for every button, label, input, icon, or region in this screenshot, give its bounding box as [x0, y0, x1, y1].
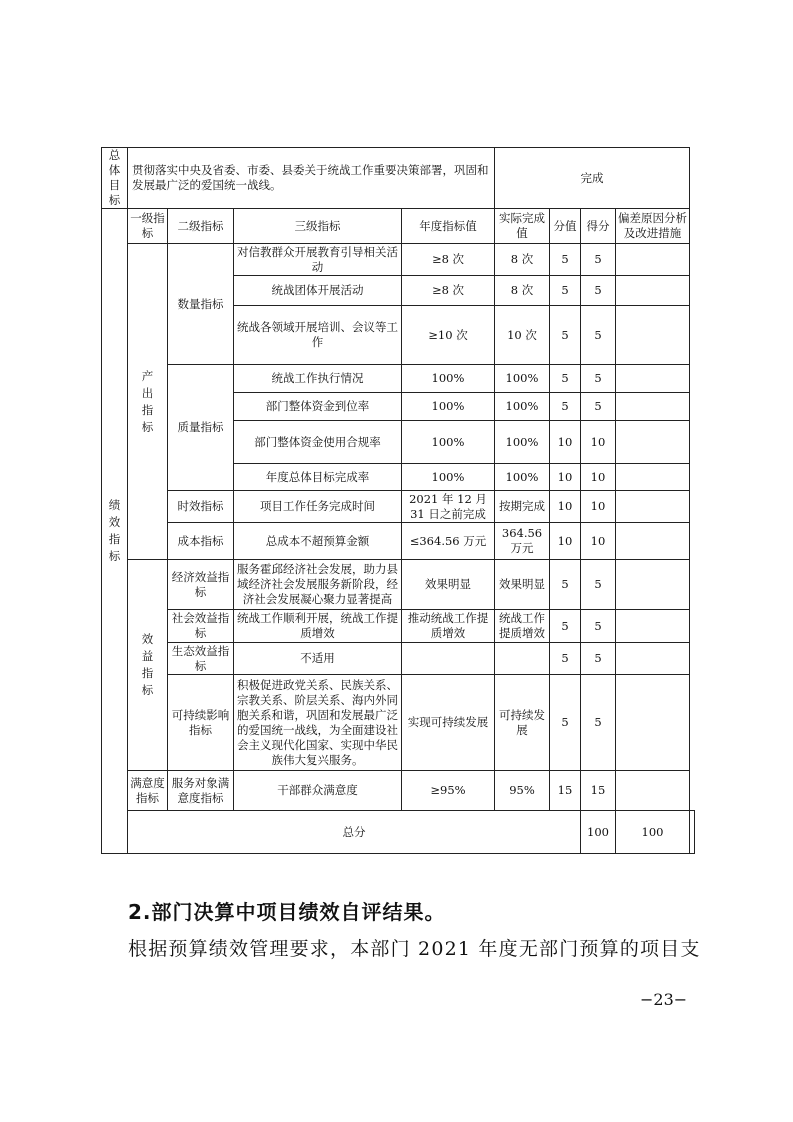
row-got: 5: [581, 244, 616, 276]
row-got: 5: [581, 560, 616, 610]
table-row: [102, 675, 695, 771]
service-subgroup: 服务对象满意度指标: [168, 771, 234, 811]
page-number: −23−: [640, 990, 688, 1009]
row-score: 5: [550, 365, 581, 393]
sustain-subgroup: 可持续影响指标: [168, 675, 234, 771]
eco-subgroup: 生态效益指标: [168, 643, 234, 675]
row-actual: 95%: [495, 771, 550, 811]
row-target: 100%: [402, 365, 495, 393]
row-actual: 效果明显: [495, 560, 550, 610]
header-level2: 二级指标: [168, 209, 234, 244]
row-reason: [616, 771, 690, 811]
header-score: 分值: [550, 209, 581, 244]
total-score: 100: [581, 811, 616, 854]
table-row: [102, 643, 695, 675]
row-reason: [616, 675, 690, 771]
row-name: 部门整体资金到位率: [234, 393, 402, 421]
row-reason: [616, 306, 690, 365]
row-name: 服务霍邱经济社会发展，助力县域经济社会发展服务新阶段，经济社会发展凝心聚力显著提高: [234, 560, 402, 610]
row-score: 10: [550, 464, 581, 491]
row-actual: 10 次: [495, 306, 550, 365]
timeliness-subgroup: 时效指标: [168, 491, 234, 523]
total-reason: [690, 811, 695, 854]
row-name: 统战各领域开展培训、会议等工作: [234, 306, 402, 365]
social-subgroup: 社会效益指标: [168, 610, 234, 643]
row-reason: [616, 523, 690, 560]
row-name: 统战团体开展活动: [234, 276, 402, 306]
row-name: 年度总体目标完成率: [234, 464, 402, 491]
row-got: 5: [581, 675, 616, 771]
row-reason: [616, 244, 690, 276]
perf-indicator-label: 绩效指标: [102, 209, 128, 854]
row-actual: 364.56 万元: [495, 523, 550, 560]
row-got: 10: [581, 421, 616, 464]
row-got: 5: [581, 393, 616, 421]
row-actual: 100%: [495, 464, 550, 491]
header-got: 得分: [581, 209, 616, 244]
row-name: 部门整体资金使用合规率: [234, 421, 402, 464]
row-actual: 100%: [495, 421, 550, 464]
row-name: 项目工作任务完成时间: [234, 491, 402, 523]
row-score: 5: [550, 643, 581, 675]
header-level1: 一级指标: [128, 209, 168, 244]
row-got: 10: [581, 464, 616, 491]
row-score: 10: [550, 523, 581, 560]
row-actual: 可持续发展: [495, 675, 550, 771]
quantity-subgroup: 数量指标: [168, 244, 234, 365]
row-target: 2021 年 12 月 31 日之前完成: [402, 491, 495, 523]
row-score: 5: [550, 610, 581, 643]
row-score: 5: [550, 675, 581, 771]
table-row: [102, 560, 695, 610]
row-target: 推动统战工作提质增效: [402, 610, 495, 643]
row-target: ≥95%: [402, 771, 495, 811]
row-got: 5: [581, 365, 616, 393]
row-got: 5: [581, 306, 616, 365]
row-target: 100%: [402, 421, 495, 464]
row-score: 5: [550, 276, 581, 306]
row-actual: 按期完成: [495, 491, 550, 523]
row-name: 统战工作执行情况: [234, 365, 402, 393]
row-actual: 8 次: [495, 244, 550, 276]
row-target: ≤364.56 万元: [402, 523, 495, 560]
output-group: 产出指标: [128, 244, 168, 560]
header-target: 年度指标值: [402, 209, 495, 244]
row-target: 100%: [402, 464, 495, 491]
row-score: 5: [550, 560, 581, 610]
row-got: 10: [581, 523, 616, 560]
header-reason: 偏差原因分析及改进措施: [616, 209, 690, 244]
section-title: 2.部门决算中项目绩效自评结果。: [128, 900, 446, 924]
row-got: 15: [581, 771, 616, 811]
row-target: 效果明显: [402, 560, 495, 610]
row-got: 5: [581, 643, 616, 675]
table-row: [102, 523, 695, 560]
table-row: [102, 610, 695, 643]
total-row: [102, 811, 695, 854]
table-row: [102, 491, 695, 523]
row-got: 5: [581, 610, 616, 643]
table-row: [102, 244, 695, 276]
row-target: ≥10 次: [402, 306, 495, 365]
row-actual: [495, 643, 550, 675]
row-target: ≥8 次: [402, 276, 495, 306]
row-score: 5: [550, 306, 581, 365]
economic-subgroup: 经济效益指标: [168, 560, 234, 610]
row-target: 实现可持续发展: [402, 675, 495, 771]
table-row: [102, 771, 695, 811]
row-reason: [616, 643, 690, 675]
row-name: 积极促进政党关系、民族关系、宗教关系、阶层关系、海内外同胞关系和谐，巩固和发展最广泛的爱国统一战线，为全面建设社会主义现代化国家、实现中华民族伟大复兴服务。: [234, 675, 402, 771]
row-reason: [616, 393, 690, 421]
row-score: 15: [550, 771, 581, 811]
row-score: 10: [550, 491, 581, 523]
header-level3: 三级指标: [234, 209, 402, 244]
row-reason: [616, 365, 690, 393]
overall-goal-text: 贯彻落实中央及省委、市委、县委关于统战工作重要决策部署，巩固和发展最广泛的爱国统一战线。: [128, 148, 495, 209]
row-actual: 100%: [495, 365, 550, 393]
row-target: 100%: [402, 393, 495, 421]
row-name: 统战工作顺利开展，统战工作提质增效: [234, 610, 402, 643]
cost-subgroup: 成本指标: [168, 523, 234, 560]
row-got: 5: [581, 276, 616, 306]
total-got: 100: [616, 811, 690, 854]
row-actual: 8 次: [495, 276, 550, 306]
row-target: [402, 643, 495, 675]
row-score: 5: [550, 393, 581, 421]
row-reason: [616, 421, 690, 464]
body-paragraph: 根据预算绩效管理要求，本部门 2021 年度无部门预算的项目支: [128, 938, 701, 960]
row-reason: [616, 560, 690, 610]
table-row: [102, 365, 695, 393]
total-label: 总分: [128, 811, 581, 854]
row-name: 总成本不超预算金额: [234, 523, 402, 560]
row-reason: [616, 610, 690, 643]
row-got: 10: [581, 491, 616, 523]
row-reason: [616, 276, 690, 306]
performance-table: [101, 147, 695, 854]
row-reason: [616, 491, 690, 523]
overall-goal-row: [102, 148, 695, 209]
header-row: [102, 209, 695, 244]
row-actual: 统战工作提质增效: [495, 610, 550, 643]
benefit-group: 效益指标: [128, 560, 168, 771]
satisfaction-group: 满意度指标: [128, 771, 168, 811]
overall-goal-status: 完成: [495, 148, 690, 209]
overall-goal-label: 总体目标: [102, 148, 128, 209]
row-name: 不适用: [234, 643, 402, 675]
row-name: 干部群众满意度: [234, 771, 402, 811]
row-name: 对信教群众开展教育引导相关活动: [234, 244, 402, 276]
row-target: ≥8 次: [402, 244, 495, 276]
row-score: 10: [550, 421, 581, 464]
row-actual: 100%: [495, 393, 550, 421]
header-actual: 实际完成值: [495, 209, 550, 244]
row-reason: [616, 464, 690, 491]
row-score: 5: [550, 244, 581, 276]
quality-subgroup: 质量指标: [168, 365, 234, 491]
